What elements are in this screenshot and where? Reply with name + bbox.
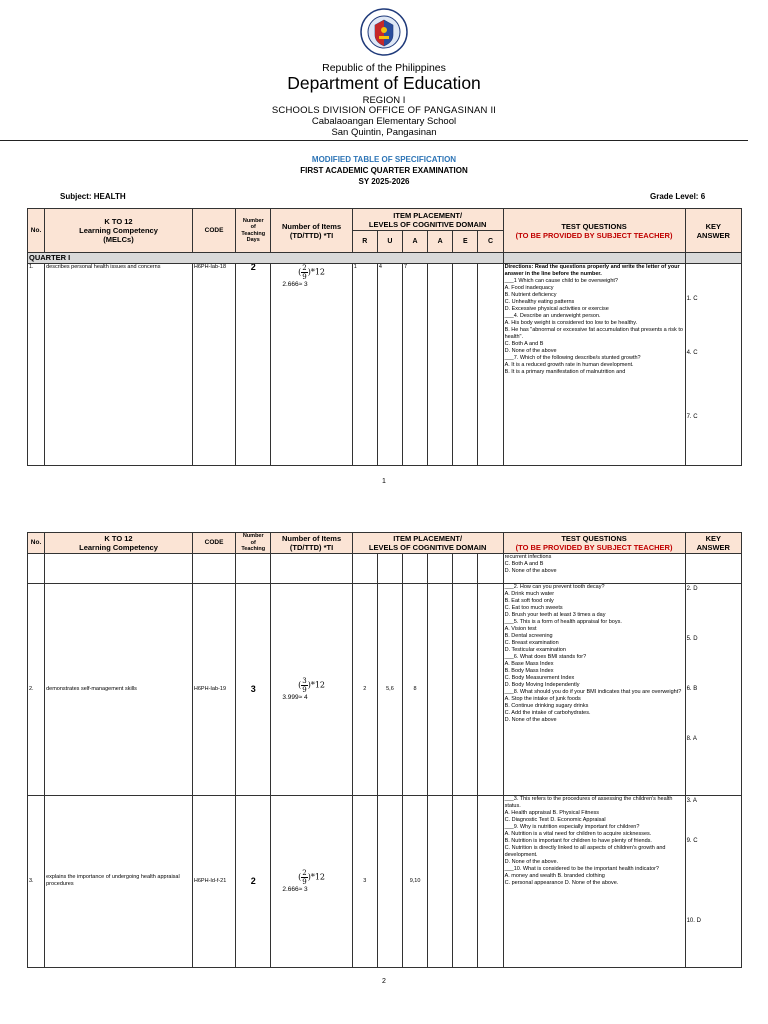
level-a2: A — [428, 231, 453, 253]
header-competency: K TO 12 Learning Competency (MELCs) — [45, 209, 193, 253]
placement-c — [478, 264, 503, 466]
header-competency: K TO 12 Learning Competency — [45, 533, 193, 554]
document-title: MODIFIED TABLE OF SPECIFICATION — [311, 155, 457, 164]
placement-a2 — [428, 583, 453, 795]
test-questions-carry: recurrent infections C. Both A and B D. None of the above — [503, 553, 685, 583]
row-number: 3. — [28, 795, 45, 967]
placement-e — [453, 795, 478, 967]
header-code: CODE — [192, 209, 235, 253]
placement-a1: 7 — [403, 264, 428, 466]
deped-seal — [360, 8, 408, 56]
test-questions-cell: ___2. How can you prevent tooth decay? A. Drink much water B. Eat soft food only C. Eat too much sweets D. Brush your teeth at least 3 times a day ___5. This is a form of health appraisal for boys. A. Vision test B. Dental screening C. Breast examination D. Testicular examination ___6. What does BMI stands for? A. Base Mass Index B. Body Mass Index C. Body Measurement Index D. Body Moving Independently ___8. What should you do if your BMI indicates that you are overweight? A. Stop the intake of junk foods B. Continue drinking sugary drinks C. Add the intake of carbohydrates. D. None of the above — [503, 583, 685, 795]
test-questions-cell: Directions: Read the questions properly and write the letter of your answer in the line before the number. ___1 Which can cause child to be overweight? A. Food inadequacy B. Nutrient deficiency C. Unhealthy eating patterns D. Excessive physical activities or exercise ___4. Describe an underweight person. A. His body weight is considered too low to be healthy. B. He has "abnormal or excessive fat accumulation that presents a risk to health". C. Both A and B D. None of the above ___7. Which of the following describe/s stunted growth? A. It is a reduced growth rate in human development. B. It is a primary manifestation of malnutrition and — [503, 264, 685, 466]
competency-code: H6PH-Iab-18 — [192, 264, 235, 466]
items-result: 2.666≈ 3 — [282, 886, 308, 893]
level-u: U — [377, 231, 402, 253]
header-code: CODE — [192, 533, 235, 554]
items-formula: ( $\frac{3}{9}$ )*12 3.999≈ 4 — [271, 583, 352, 795]
items-formula: ( $\frac{2}{9}$ )*12 2.666≈ 3 — [271, 795, 352, 967]
header-item-placement: ITEM PLACEMENT/ LEVELS OF COGNITIVE DOMAIN — [352, 209, 503, 231]
specification-table-page1 — [27, 208, 742, 466]
specification-table-page2 — [27, 532, 742, 968]
test-questions-cell: ___3. This refers to the procedures of assessing the children's health status. A. Health appraisal B. Physical Fitness C. Diagnostic Test D. Economic Appraisal ___9. Why is nutrition especially important for children? A. Nutrition is a vital need for children to acquire sicknesses. B. Nutrition is important for children to have plenty of friends. C. Nutrition is directly linked to all aspects of children's growth and development. D. None of the above. ___10. What is considered to be the important health indicator? A. money and wealth B. branded clothing C. personal appearance D. None of the above. — [503, 795, 685, 967]
placement-u: 5,6 — [377, 583, 402, 795]
key-answer-cell — [685, 583, 741, 795]
header-teaching-days: Number of Teaching — [236, 533, 271, 554]
competency-code: H6PH-Iab-19 — [192, 583, 235, 795]
key-answer: 9. C — [686, 837, 698, 844]
placement-e — [453, 264, 478, 466]
page-number: 1 — [382, 478, 386, 485]
key-answer: 6. B — [686, 685, 698, 692]
items-formula: ( $\frac{2}{9}$ )*12 2.666≈ 3 — [271, 264, 352, 466]
competency-text: describes personal health issues and concerns — [45, 264, 193, 466]
header-key-answer: KEY ANSWER — [685, 209, 741, 253]
key-answer: 2. D — [686, 585, 698, 592]
key-answer: 8. A — [686, 735, 697, 742]
header-teaching-days: Number of Teaching Days — [236, 209, 271, 253]
placement-a1: 9,10 — [403, 795, 428, 967]
key-answer: 10. D — [686, 917, 701, 924]
division-line: SCHOOLS DIVISION OFFICE OF PANGASINAN II — [271, 105, 497, 116]
subject-label: Subject: HEALTH — [60, 192, 126, 201]
teaching-days: 3 — [236, 583, 271, 795]
level-c: C — [478, 231, 503, 253]
school-year: SY 2025-2026 — [358, 177, 410, 186]
header-no: No. — [28, 209, 45, 253]
competency-text: explains the importance of undergoing health appraisal procedures — [45, 795, 193, 967]
key-answer: 5. D — [686, 635, 698, 642]
header-number-of-items: Number of Items (TD/TTD) *TI — [271, 533, 352, 554]
placement-a2 — [428, 264, 453, 466]
key-answer: 3. A — [686, 797, 697, 804]
teaching-days: 2 — [236, 264, 271, 466]
placement-c — [478, 795, 503, 967]
placement-u: 4 — [377, 264, 402, 466]
competency-text: demonstrates self-management skills — [45, 583, 193, 795]
competency-code: H6PH-Id-f-21 — [192, 795, 235, 967]
republic-line: Republic of the Philippines — [322, 62, 446, 74]
placement-r: 3 — [352, 795, 377, 967]
placement-a2 — [428, 795, 453, 967]
header-item-placement: ITEM PLACEMENT/ LEVELS OF COGNITIVE DOMAIN — [352, 533, 503, 554]
header-test-questions: TEST QUESTIONS (TO BE PROVIDED BY SUBJECT TEACHER) — [503, 533, 685, 554]
row-number: 2. — [28, 583, 45, 795]
page-number: 2 — [382, 978, 386, 985]
table-row — [28, 583, 742, 795]
items-result: 3.999≈ 4 — [282, 694, 308, 701]
placement-u — [377, 795, 402, 967]
school-location: San Quintin, Pangasinan — [331, 127, 437, 138]
row-number: 1. — [28, 264, 45, 466]
exam-title: FIRST ACADEMIC QUARTER EXAMINATION — [300, 166, 468, 175]
quarter-label: QUARTER I — [28, 253, 504, 264]
grade-level-label: Grade Level: 6 — [650, 192, 706, 201]
level-e: E — [453, 231, 478, 253]
placement-r: 1 — [352, 264, 377, 466]
key-answer: 4. C — [686, 350, 698, 356]
placement-r: 2 — [352, 583, 377, 795]
placement-c — [478, 583, 503, 795]
header-key-answer: KEY ANSWER — [685, 533, 741, 554]
header-no: No. — [28, 533, 45, 554]
school-name: Cabalaoangan Elementary School — [311, 116, 457, 127]
key-answer-cell — [685, 795, 741, 967]
region-line: REGION I — [362, 95, 406, 106]
department-title: Department of Education — [287, 73, 481, 93]
header-divider — [0, 140, 748, 141]
teaching-days: 2 — [236, 795, 271, 967]
header-number-of-items: Number of Items (TD/TTD) *TI — [271, 209, 352, 253]
table-row — [28, 795, 742, 967]
table-row — [28, 553, 742, 583]
key-answer-cell — [685, 264, 741, 466]
directions-text: Directions: Read the questions properly and write the letter of your answer in the line before the number. — [504, 264, 680, 277]
level-a1: A — [403, 231, 428, 253]
items-result: 2.666≈ 3 — [282, 281, 308, 288]
key-answer: 7. C — [686, 414, 698, 420]
key-answer: 1. C — [686, 296, 698, 302]
placement-a1: 8 — [403, 583, 428, 795]
header-test-questions: TEST QUESTIONS (TO BE PROVIDED BY SUBJECT TEACHER) — [503, 209, 685, 253]
placement-e — [453, 583, 478, 795]
table-row — [28, 264, 742, 466]
level-r: R — [352, 231, 377, 253]
